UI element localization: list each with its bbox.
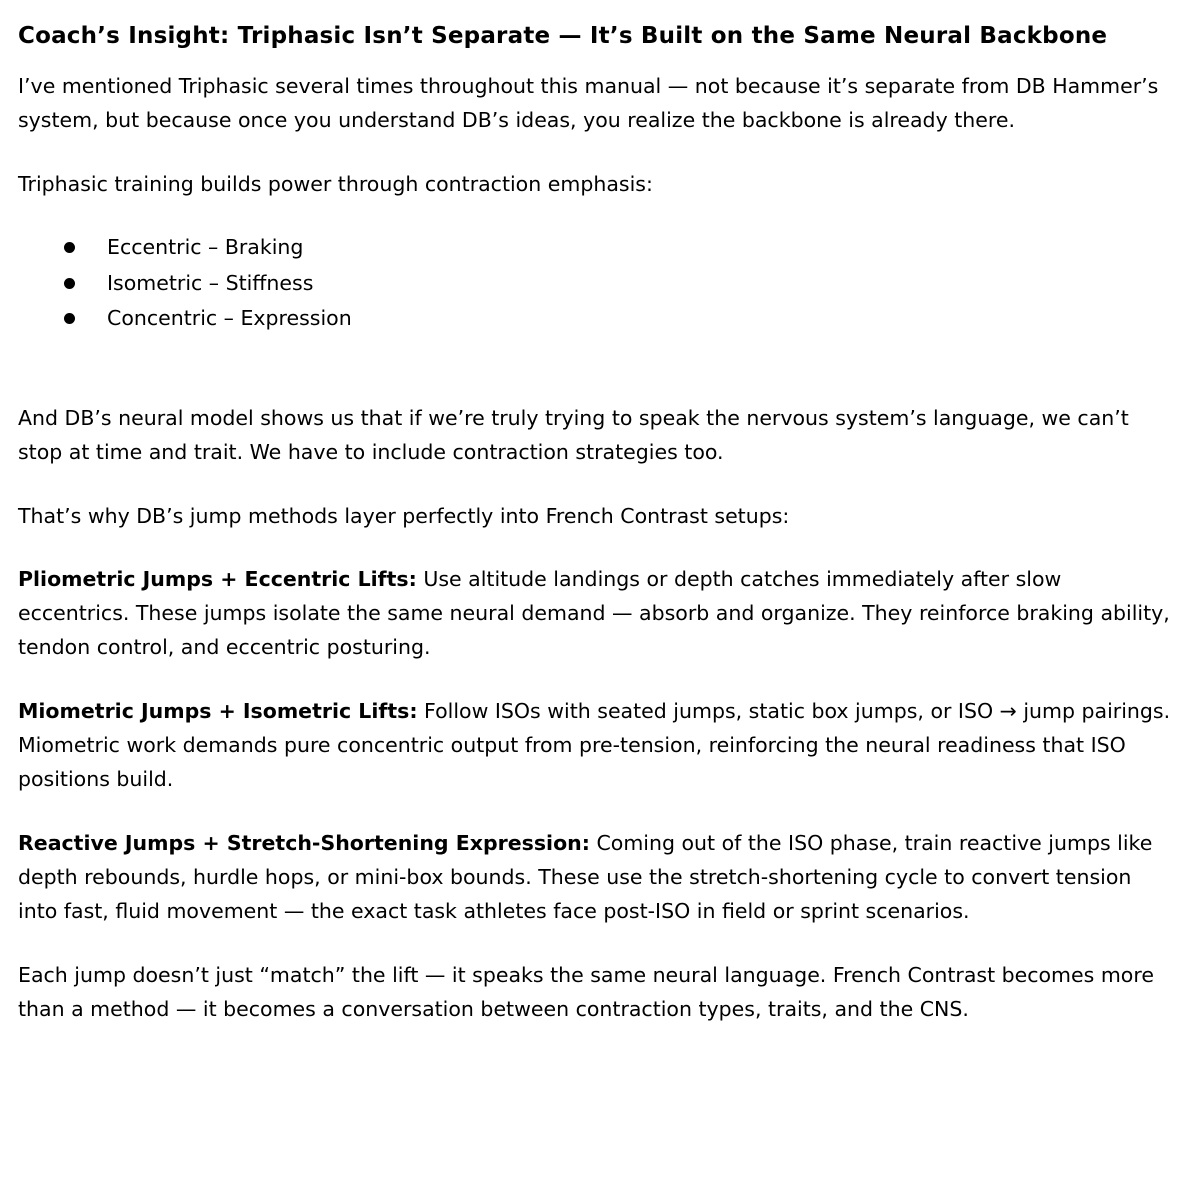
- bullet-icon: [64, 278, 75, 289]
- bullet-icon: [64, 242, 75, 253]
- section-heading: Coach’s Insight: Triphasic Isn’t Separate — It’s Built on the Same Neural Backbone: [18, 23, 1108, 49]
- list-item: [18, 230, 1171, 266]
- reactive-paragraph: [18, 826, 1171, 928]
- closing-paragraph: Each jump doesn’t just “match” the lift — it speaks the same neural language. French Contrast becomes more than a method — it becomes a conversation between contraction types, traits, and the CNS.: [18, 962, 1154, 1021]
- list-item: [18, 266, 1171, 302]
- neural-model-paragraph: And DB’s neural model shows us that if we’re truly trying to speak the nervous system’s language, we can’t stop at time and trait. We have to include contraction strategies too.: [18, 405, 1129, 464]
- pliometric-paragraph: [18, 562, 1171, 664]
- list-item-text: Isometric – Stiffness: [107, 270, 314, 295]
- triphasic-paragraph: Triphasic training builds power through contraction emphasis:: [18, 172, 653, 196]
- pliometric-body: Use altitude landings or depth catches immediately after slow eccentrics. These jumps isolate the same neural demand — absorb and organize. They reinforce braking ability, tendon control, and eccentric posturing.: [18, 566, 1170, 659]
- contraction-list: [18, 230, 1171, 337]
- miometric-paragraph: [18, 694, 1171, 796]
- intro-paragraph: I’ve mentioned Triphasic several times throughout this manual — not because it’s separate from DB Hammer’s system, but because once you understand DB’s ideas, you realize the backbone is already there.: [18, 74, 1159, 132]
- miometric-lead: Miometric Jumps + Isometric Lifts:: [18, 698, 418, 723]
- list-item-text: Concentric – Expression: [107, 306, 352, 330]
- bullet-icon: [64, 313, 75, 324]
- thats-why-paragraph: That’s why DB’s jump methods layer perfectly into French Contrast setups:: [18, 503, 790, 528]
- list-item: [18, 301, 1171, 337]
- pliometric-lead: Pliometric Jumps + Eccentric Lifts:: [18, 566, 417, 591]
- reactive-lead: Reactive Jumps + Stretch-Shortening Expression:: [18, 830, 590, 855]
- reactive-body: Coming out of the ISO phase, train reactive jumps like depth rebounds, hurdle hops, or mini-box bounds. These use the stretch-shortening cycle to convert tension into fast, fluid movement — the exact task athletes face post-ISO in field or sprint scenarios.: [18, 830, 1153, 923]
- list-item-text: Eccentric – Braking: [107, 235, 304, 259]
- miometric-body: Follow ISOs with seated jumps, static box jumps, or ISO → jump pairings. Miometric work demands pure concentric output from pre-tension, reinforcing the neural readiness that ISO positions build.: [18, 698, 1171, 791]
